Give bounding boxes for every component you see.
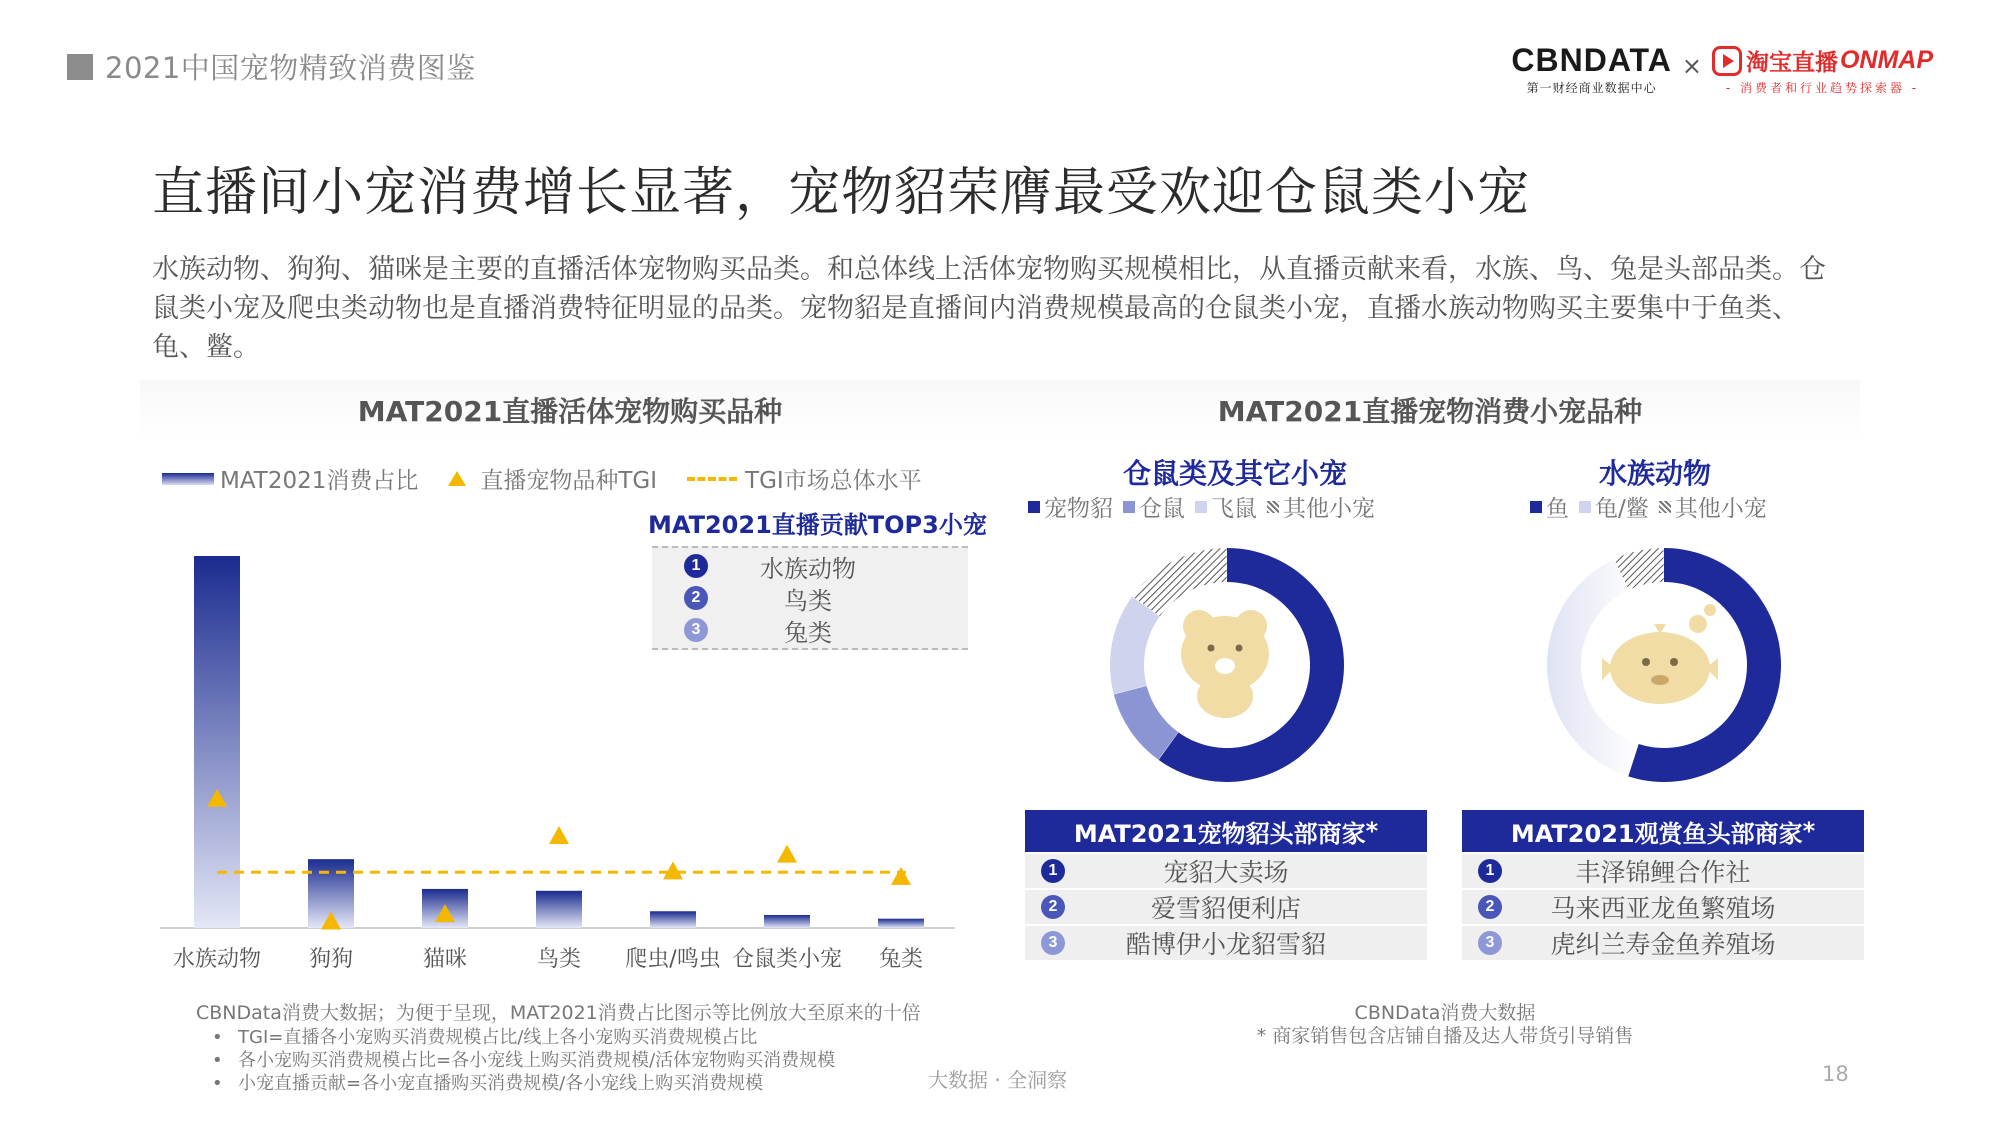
triangle-icon [448,471,466,486]
hamster-donut-title: 仓鼠类及其它小宠 [1122,457,1347,490]
x-tick-label: 爬虫/鸣虫 [625,947,721,972]
bar-chart-legend [162,462,952,495]
right-panel-title: MAT2021直播宠物消费小宠品种 [1000,380,1860,440]
note-item: • 小宠直播贡献=各小宠直播购买消费规模/各小宠线上购买消费规模 [238,1072,835,1095]
cbndata-logo [1511,44,1671,96]
legend-item [1579,490,1649,523]
donut-slice-其他小宠 [1614,548,1663,590]
legend-item-share [162,462,418,495]
top3-item [652,550,968,582]
donut-slice-仓鼠 [1114,686,1178,760]
merchant-name: 宠貂大卖场 [1163,858,1289,887]
merchant-row [1462,926,1864,960]
merchant-table-header [1025,810,1427,852]
donut-slice-龟/鳖 [1547,559,1638,776]
report-header [67,46,476,87]
right-source-note: * 商家销售包含店铺自播及达人带货引导销售 [1256,1025,1634,1047]
cbndata-logo-sub: 第一财经商业数据中心 [1526,81,1657,95]
fish-merchant-table [1462,810,1864,960]
rank-badge: 2 [1041,895,1065,919]
legend-label-tgi: 直播宠物品种TGI [480,468,658,494]
swatch-icon [1195,501,1207,513]
merchant-row [1025,854,1427,888]
legend-item [1267,490,1375,523]
legend-label: 其他小宠 [1283,496,1375,522]
legend-item [1530,490,1569,523]
rank-badge: 1 [1041,859,1065,883]
bar-swatch-icon [162,473,214,485]
tgi-marker-1 [321,912,341,930]
top3-list [652,546,968,650]
legend-item-tgi [448,462,657,495]
right-source-text: CBNData消费大数据 [1354,1002,1536,1024]
right-source [1200,1002,1690,1048]
tgi-marker-0 [207,789,227,807]
legend-item [1195,490,1257,523]
bar-2 [422,889,468,928]
rank-badge: 1 [1478,859,1502,883]
report-title: 2021中国宠物精致消费图鉴 [105,51,476,85]
top3-label: 兔类 [784,618,832,647]
merchant-row [1462,890,1864,924]
rank-badge: 3 [1478,931,1502,955]
hamster-mascot-icon [1181,610,1269,718]
merchant-name: 酷博伊小龙貂雪貂 [1125,930,1326,959]
x-tick-label: 仓鼠类小宠 [731,947,843,972]
donut-slice-飞鼠 [1110,597,1160,694]
footer-slogan: 大数据 · 全洞察 [928,1068,1068,1092]
merchant-table-header [1462,810,1864,852]
formula-notes [238,1026,835,1095]
x-tick-label: 鸟类 [536,947,582,972]
legend-item [1028,490,1113,523]
donut-slice-鱼 [1628,548,1781,782]
tgi-marker-2 [435,904,455,922]
bar-4 [650,911,696,928]
merchant-row [1025,926,1427,960]
taobao-live-logo [1712,44,1933,96]
merchant-table-title: MAT2021观赏鱼头部商家 [1510,819,1803,848]
x-tick-label: 狗狗 [308,947,354,972]
tgi-marker-5 [777,845,797,863]
rank-badge: 3 [1041,931,1065,955]
merchant-name: 丰泽锦鲤合作社 [1575,858,1751,887]
merchant-table-title: MAT2021宠物貂头部商家 [1073,819,1366,848]
tgi-marker-6 [891,867,911,885]
donut-slice-宠物貂 [1159,548,1344,782]
top3-box [648,505,987,650]
top3-title: MAT2021直播贡献TOP3小宠 [648,511,987,539]
swatch-icon [1659,501,1671,513]
taobao-live-sub: - 消费者和行业趋势探索器 - [1725,81,1920,95]
swatch-icon [1530,501,1542,513]
x-tick-label: 兔类 [878,947,924,972]
legend-label: 飞鼠 [1211,496,1257,522]
legend-label-share: MAT2021消费占比 [220,468,419,494]
logos [1511,44,1933,96]
rank-badge: 2 [684,586,708,610]
dashed-line-icon [687,477,737,481]
ferret-merchant-table [1025,810,1427,960]
top3-label: 水族动物 [760,554,856,583]
merchant-row [1025,890,1427,924]
legend-label: 宠物貂 [1044,496,1113,522]
rank-badge: 2 [1478,895,1502,919]
top3-label: 鸟类 [784,586,832,615]
swatch-icon [1123,501,1135,513]
logo-separator: × [1681,52,1702,80]
donut-charts [1110,548,1781,782]
onmap-text: ONMAP [1839,46,1933,74]
legend-item [1123,490,1185,523]
asterisk: * [1802,817,1816,845]
aquatic-donut-legend [1530,490,1777,523]
page-description: 水族动物、狗狗、猫咪是主要的直播活体宠物购买品类。和总体线上活体宠物购买规模相比，从直播贡献来看，水族、鸟、兔是头部品类。仓鼠类小宠及爬虫类动物也是直播消费特征明显的品类。宠物貂是直播间内消费规模最高的仓鼠类小宠，直播水族动物购买主要集中于鱼类、龟、鳖。 [152,254,1826,363]
left-panel-title: MAT2021直播活体宠物购买品种 [140,380,1000,440]
swatch-icon [1267,501,1279,513]
swatch-icon [1579,501,1591,513]
bar-3 [536,891,582,928]
note-item: • TGI=直播各小宠购买消费规模占比/线上各小宠购买消费规模占比 [238,1026,835,1049]
tgi-marker-4 [663,861,683,879]
x-tick-label: 猫咪 [422,947,468,972]
merchant-name: 马来西亚龙鱼繁殖场 [1550,894,1776,923]
legend-label: 鱼 [1546,496,1569,522]
aquatic-donut-title: 水族动物 [1598,457,1711,490]
legend-item-avg [687,462,922,495]
asterisk: * [1365,817,1379,845]
x-tick-label: 水族动物 [172,947,262,972]
cbndata-logo-text: CBNDATA [1511,42,1672,78]
top3-item [652,582,968,614]
merchant-name: 虎纠兰寿金鱼养殖场 [1550,930,1776,959]
play-icon [1712,46,1742,76]
taobao-live-name: 淘宝直播 [1745,50,1838,76]
legend-label-avg: TGI市场总体水平 [745,468,922,494]
pufferfish-mascot-icon [1602,604,1718,704]
legend-label: 龟/鳖 [1595,496,1649,522]
legend-item [1659,490,1767,523]
tgi-marker-3 [549,826,569,844]
swatch-icon [1028,501,1040,513]
bar-6 [878,919,924,928]
bar-1 [308,859,354,928]
left-source: CBNData消费大数据；为便于呈现，MAT2021消费占比图示等比例放大至原来的十倍 [196,1002,921,1024]
legend-label: 其他小宠 [1674,496,1767,522]
header-square-icon [67,54,93,80]
page-title: 直播间小宠消费增长显著，宠物貂荣膺最受欢迎仓鼠类小宠 [152,163,1531,223]
rank-badge: 3 [684,618,708,642]
legend-label: 仓鼠 [1139,496,1185,522]
merchant-row [1462,854,1864,888]
bar-0 [194,556,240,928]
donut-slice-其他小宠 [1132,548,1226,616]
rank-badge: 1 [684,554,708,578]
page-number: 18 [1822,1062,1849,1086]
hamster-donut-legend [1028,490,1385,523]
bar-5 [764,915,810,928]
note-item: • 各小宠购买消费规模占比=各小宠线上购买消费规模/活体宠物购买消费规模 [238,1049,835,1072]
merchant-name: 爱雪貂便利店 [1150,894,1301,923]
top3-item [652,614,968,646]
